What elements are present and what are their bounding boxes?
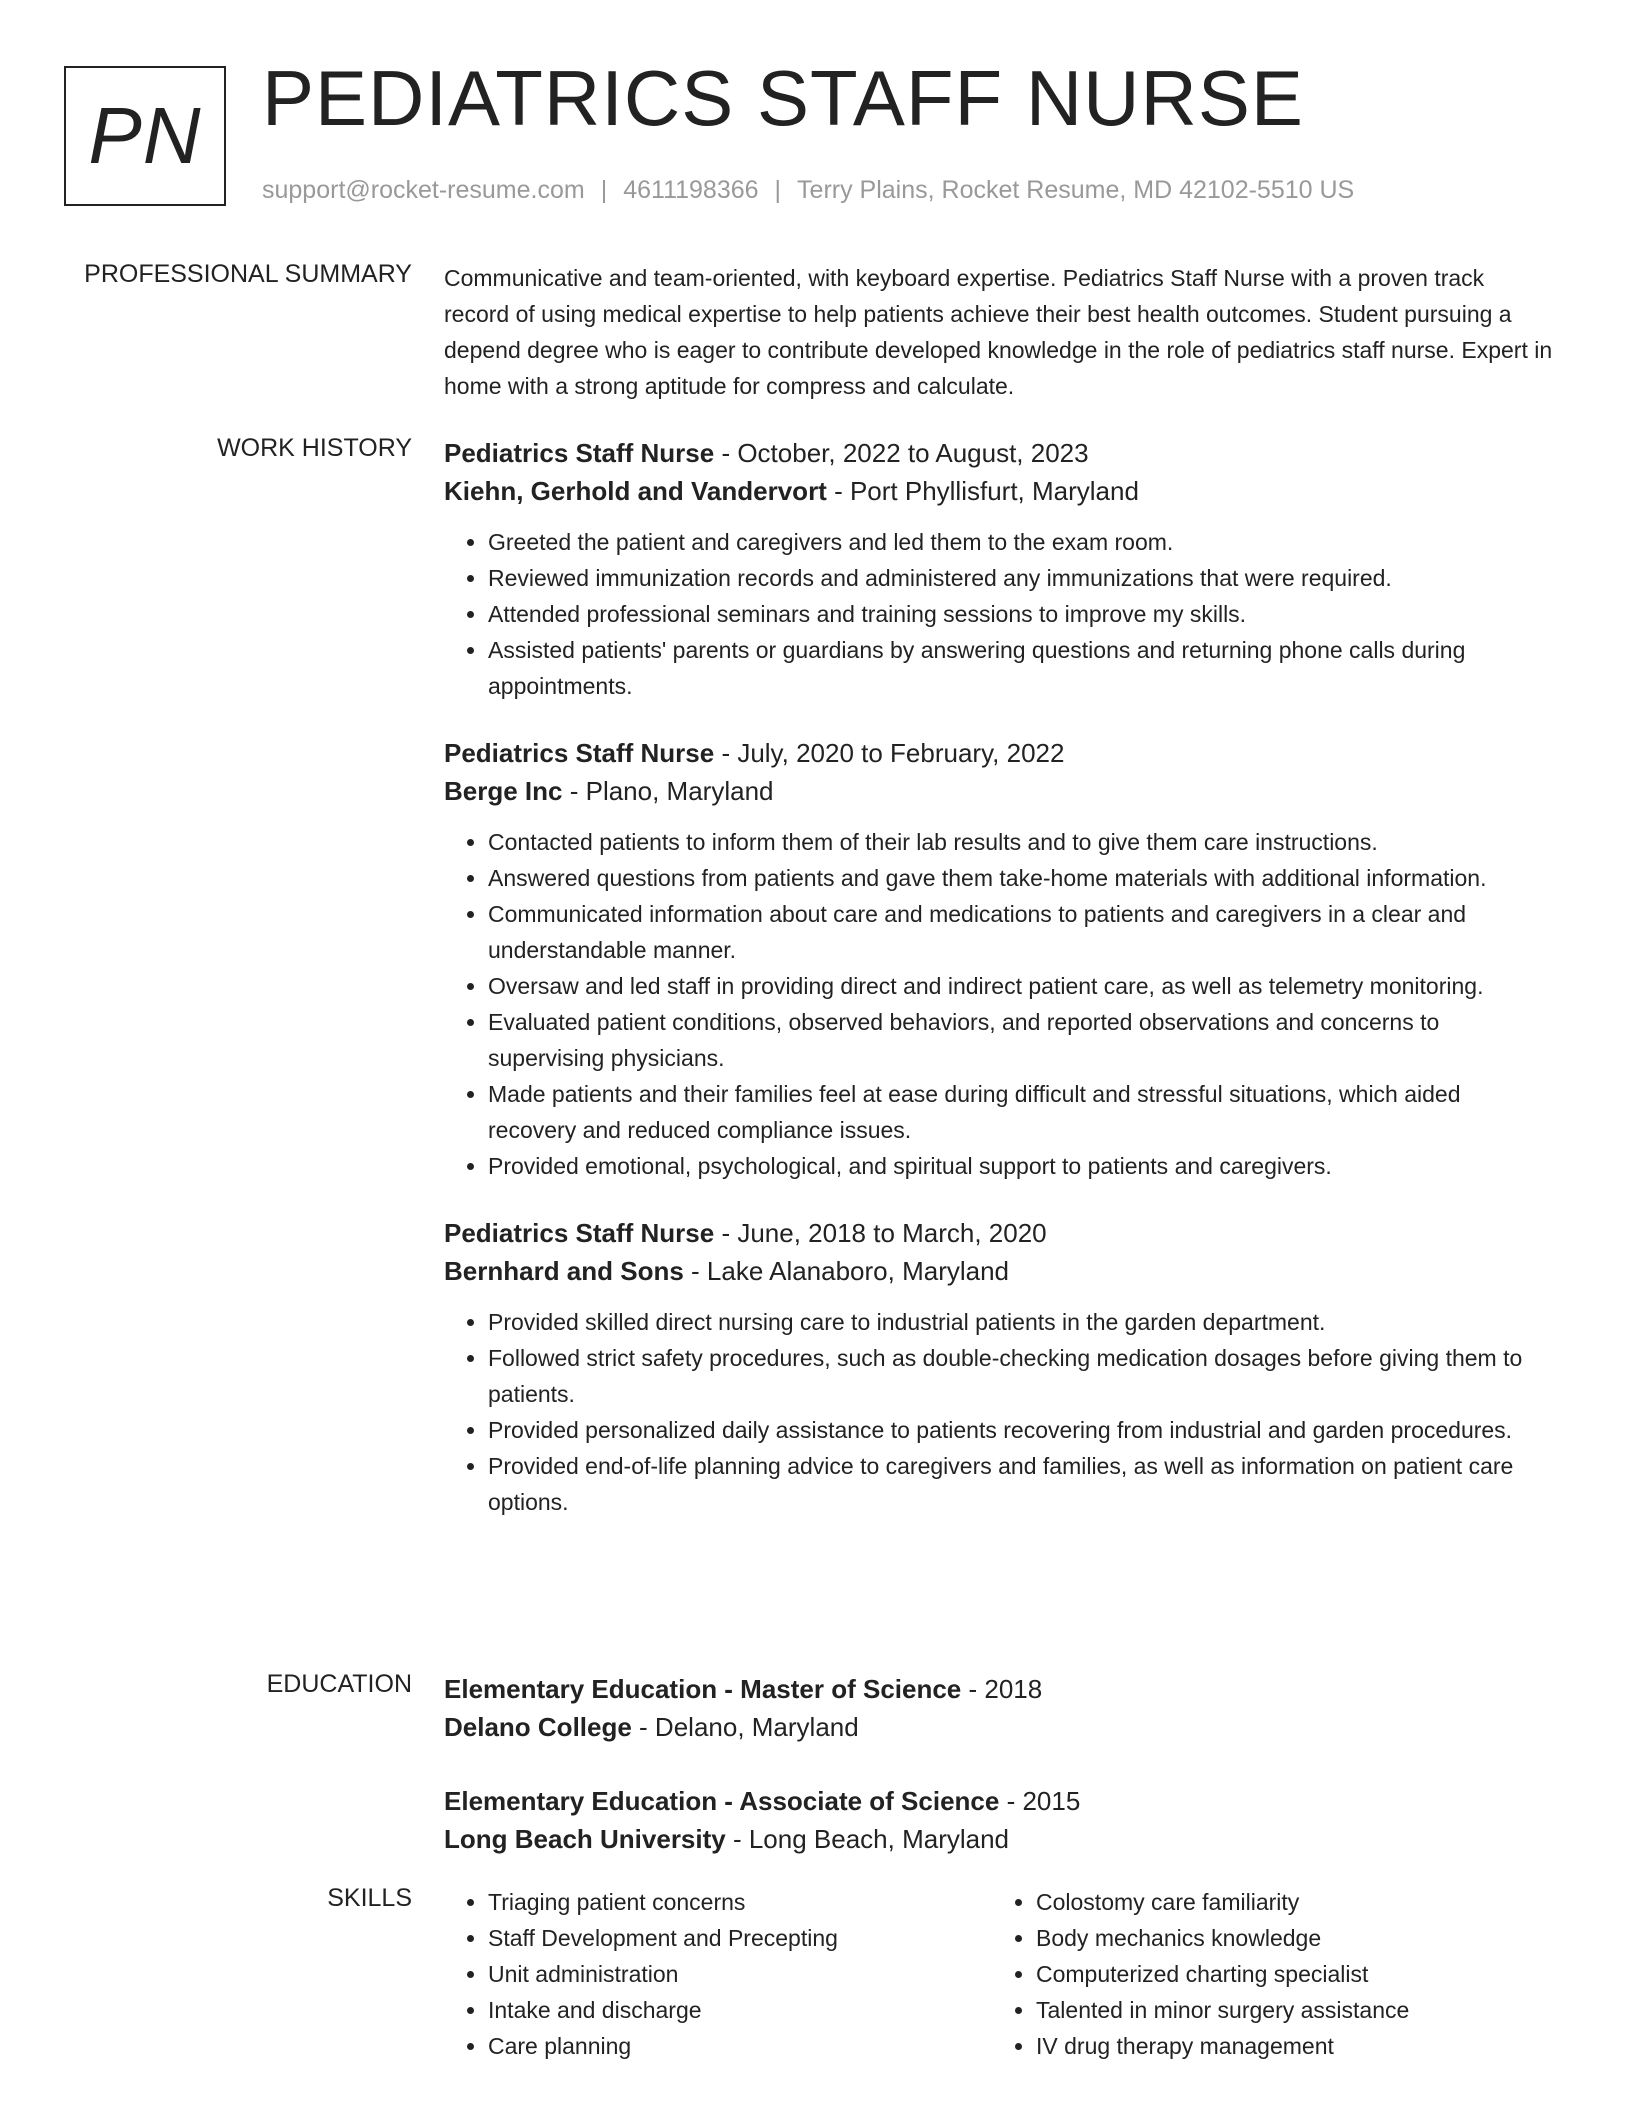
education-year: - 2018 — [961, 1674, 1043, 1704]
skill-item: • Care planning — [488, 2028, 992, 2064]
job-bullet: • Made patients and their families feel at ease during difficult and stressful situations, which aided recovery and reduced compliance issues. — [488, 1076, 1554, 1148]
job-company-line — [444, 1252, 1554, 1290]
contact-line — [262, 176, 1354, 205]
job-title: Pediatrics Staff Nurse — [444, 438, 715, 468]
skill-item: • Talented in minor surgery assistance — [1036, 1992, 1540, 2028]
job-bullet: • Communicated information about care and medications to patients and caregivers in a clear and understandable manner. — [488, 896, 1554, 968]
job-bullet: • Greeted the patient and caregivers and led them to the exam room. — [488, 524, 1554, 560]
contact-phone[interactable]: 4611198366 — [623, 176, 759, 204]
job-bullet: • Evaluated patient conditions, observed behaviors, and reported observations and concerns to supervising physicians. — [488, 1004, 1554, 1076]
job-bullet: • Reviewed immunization records and administered any immunizations that were required. — [488, 560, 1554, 596]
candidate-name: PEDIATRICS STAFF NURSE — [262, 54, 1304, 142]
education-degree: Elementary Education - Master of Science — [444, 1674, 962, 1704]
job-location: - Lake Alanaboro, Maryland — [683, 1256, 1010, 1286]
job-title-line — [444, 1214, 1554, 1252]
job-title: Pediatrics Staff Nurse — [444, 738, 715, 768]
skill-item: • Unit administration — [488, 1956, 992, 1992]
job-bullet: • Provided skilled direct nursing care to industrial patients in the garden department. — [488, 1304, 1554, 1340]
education-entry — [444, 1670, 1554, 1746]
skills-heading: SKILLS — [327, 1884, 412, 1912]
job-bullets — [444, 1304, 1554, 1520]
skills-body — [444, 1884, 1554, 2064]
education-location: - Long Beach, Maryland — [725, 1824, 1010, 1854]
summary-body — [444, 260, 1554, 404]
education-year: - 2015 — [999, 1786, 1081, 1816]
work-history-heading: WORK HISTORY — [217, 434, 412, 462]
skills-column-left — [444, 1884, 992, 2064]
job-title-line — [444, 734, 1554, 772]
job-bullet: • Provided end-of-life planning advice to caregivers and families, as well as information on patient care options. — [488, 1448, 1554, 1520]
skill-item: • IV drug therapy management — [1036, 2028, 1540, 2064]
job-company: Berge Inc — [444, 776, 563, 806]
contact-address: Terry Plains, Rocket Resume, MD 42102-5510 US — [797, 176, 1355, 204]
summary-heading: PROFESSIONAL SUMMARY — [84, 260, 412, 288]
education-entry — [444, 1782, 1554, 1858]
job-location: - Port Phyllisfurt, Maryland — [826, 476, 1139, 506]
job-bullet: • Followed strict safety procedures, such as double-checking medication dosages before giving them to patients. — [488, 1340, 1554, 1412]
monogram-initials: PN — [88, 91, 202, 180]
work-history-body — [444, 434, 1554, 1550]
education-school: Delano College — [444, 1712, 632, 1742]
job-entry — [444, 734, 1554, 1184]
job-bullet: • Contacted patients to inform them of their lab results and to give them care instructions. — [488, 824, 1554, 860]
education-school-line — [444, 1708, 1554, 1746]
job-dates: - June, 2018 to March, 2020 — [714, 1218, 1047, 1248]
job-bullet: • Answered questions from patients and gave them take-home materials with additional information. — [488, 860, 1554, 896]
education-body — [444, 1670, 1554, 1894]
job-dates: - October, 2022 to August, 2023 — [714, 438, 1089, 468]
education-degree: Elementary Education - Associate of Science — [444, 1786, 1000, 1816]
job-company-line — [444, 472, 1554, 510]
skills-list-right — [992, 1884, 1540, 2064]
skill-item: • Staff Development and Precepting — [488, 1920, 992, 1956]
job-company-line — [444, 772, 1554, 810]
skills-columns — [444, 1884, 1554, 2064]
summary-text: Communicative and team-oriented, with keyboard expertise. Pediatrics Staff Nurse with a proven track record of using medical expertise to help patients achieve their best health outcomes. Student pursuing a depend degree who is eager to contribute developed knowledge in the role of pediatrics staff nurse. Expert in home with a strong aptitude for compress and calculate. — [444, 265, 1553, 399]
contact-separator: | — [774, 176, 782, 204]
education-degree-line — [444, 1670, 1554, 1708]
job-entry — [444, 1214, 1554, 1520]
skill-item: • Colostomy care familiarity — [1036, 1884, 1540, 1920]
skill-item: • Triaging patient concerns — [488, 1884, 992, 1920]
skills-list-left — [444, 1884, 992, 2064]
education-heading: EDUCATION — [266, 1670, 412, 1698]
job-title-line — [444, 434, 1554, 472]
job-dates: - July, 2020 to February, 2022 — [714, 738, 1065, 768]
education-degree-line — [444, 1782, 1554, 1820]
contact-separator: | — [600, 176, 608, 204]
contact-email[interactable]: support@rocket-resume.com — [262, 176, 585, 204]
education-school-line — [444, 1820, 1554, 1858]
education-school: Long Beach University — [444, 1824, 726, 1854]
job-bullet: • Provided emotional, psychological, and spiritual support to patients and caregivers. — [488, 1148, 1554, 1184]
monogram-box — [64, 66, 226, 206]
skills-column-right — [992, 1884, 1540, 2064]
job-bullet: • Oversaw and led staff in providing direct and indirect patient care, as well as telemetry monitoring. — [488, 968, 1554, 1004]
job-entry — [444, 434, 1554, 704]
job-title: Pediatrics Staff Nurse — [444, 1218, 715, 1248]
job-company: Bernhard and Sons — [444, 1256, 684, 1286]
job-bullet: • Provided personalized daily assistance to patients recovering from industrial and garden procedures. — [488, 1412, 1554, 1448]
skill-item: • Computerized charting specialist — [1036, 1956, 1540, 1992]
job-bullet: • Attended professional seminars and training sessions to improve my skills. — [488, 596, 1554, 632]
education-location: - Delano, Maryland — [631, 1712, 859, 1742]
job-location: - Plano, Maryland — [562, 776, 774, 806]
job-company: Kiehn, Gerhold and Vandervort — [444, 476, 827, 506]
job-bullets — [444, 824, 1554, 1184]
job-bullets — [444, 524, 1554, 704]
skill-item: • Body mechanics knowledge — [1036, 1920, 1540, 1956]
job-bullet: • Assisted patients' parents or guardians by answering questions and returning phone calls during appointments. — [488, 632, 1554, 704]
skill-item: • Intake and discharge — [488, 1992, 992, 2028]
